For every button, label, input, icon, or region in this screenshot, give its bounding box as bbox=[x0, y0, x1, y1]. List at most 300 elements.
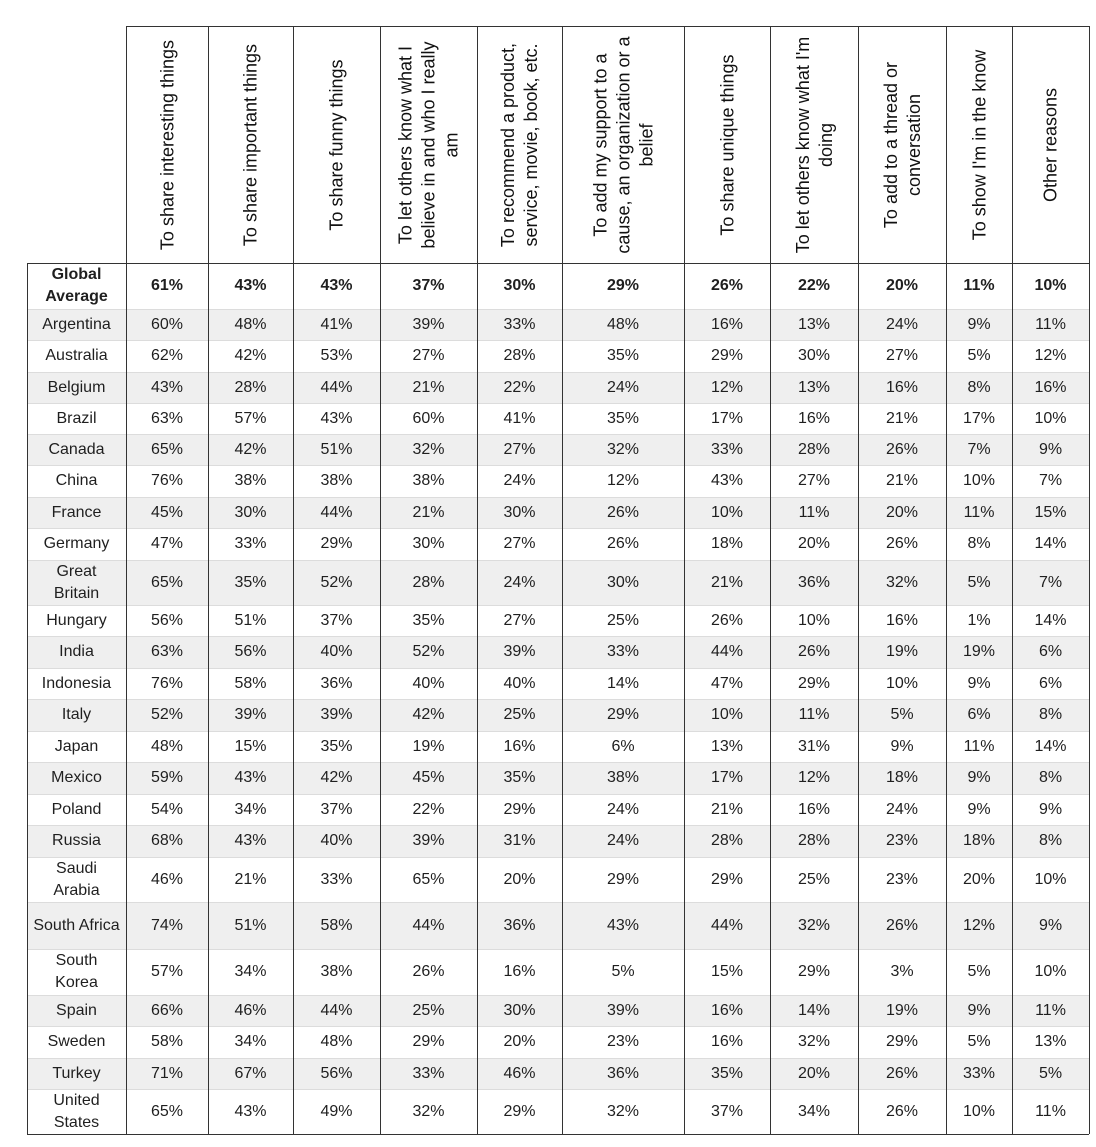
table-cell: 8% bbox=[1038, 706, 1063, 723]
table-cell: 27% bbox=[797, 472, 831, 489]
table-row bbox=[27, 465, 1089, 497]
table-cell: 71% bbox=[150, 1064, 184, 1082]
table-cell: 10% bbox=[962, 1102, 996, 1120]
row-separator bbox=[27, 762, 1089, 763]
table-cell: 42% bbox=[234, 440, 267, 458]
column-header-label: Other reasons bbox=[1040, 87, 1061, 202]
table-cell: 35% bbox=[710, 1064, 744, 1082]
table-cell: 16% bbox=[710, 1033, 744, 1050]
table-cell: 10% bbox=[1034, 277, 1067, 294]
table-cell: 28% bbox=[503, 347, 536, 364]
table-cell: 15% bbox=[1034, 503, 1067, 521]
table-row bbox=[27, 340, 1089, 372]
table-cell: 43% bbox=[234, 1102, 267, 1120]
table-cell: 17% bbox=[962, 409, 996, 427]
table-cell: 35% bbox=[606, 347, 640, 364]
table-cell: 10% bbox=[1034, 963, 1067, 980]
table-cell: 40% bbox=[412, 674, 445, 692]
table-cell: 63% bbox=[150, 643, 184, 660]
column-header-label: To share funny things bbox=[326, 58, 347, 231]
table-cell: 16% bbox=[1034, 378, 1067, 396]
table-cell: 65% bbox=[150, 573, 184, 591]
table-cell: 44% bbox=[710, 916, 744, 934]
row-separator bbox=[27, 1058, 1089, 1059]
row-separator bbox=[27, 825, 1089, 826]
table-cell: 10% bbox=[962, 472, 996, 489]
table-cell: 26% bbox=[885, 1102, 919, 1120]
table-cell: 61% bbox=[150, 277, 184, 294]
table-cell: 30% bbox=[503, 1001, 536, 1019]
table-cell: 9% bbox=[1038, 800, 1063, 818]
table-cell: 67% bbox=[234, 1064, 267, 1082]
table-cell: 43% bbox=[606, 916, 640, 934]
table-cell: 29% bbox=[885, 1033, 919, 1050]
grid-line bbox=[380, 26, 381, 1134]
row-separator bbox=[27, 794, 1089, 795]
table-cell: 36% bbox=[503, 916, 536, 934]
table-cell: 44% bbox=[710, 643, 744, 660]
column-header-label: To share unique things bbox=[717, 53, 737, 236]
column-header-label: To recommend a product, service, movie, book, etc. bbox=[498, 42, 541, 247]
table-cell: 42% bbox=[234, 347, 267, 364]
table-cell: 13% bbox=[1034, 1033, 1067, 1050]
table-cell: 23% bbox=[885, 870, 919, 888]
table-cell: 20% bbox=[962, 870, 996, 888]
table-cell: 31% bbox=[503, 832, 536, 849]
table-cell: 32% bbox=[797, 916, 831, 934]
table-cell: 27% bbox=[412, 347, 445, 364]
table-cell: 17% bbox=[710, 409, 744, 427]
table-cell: 20% bbox=[885, 503, 919, 521]
table-cell: 9% bbox=[890, 737, 914, 755]
row-label: Brazil bbox=[56, 409, 97, 427]
table-cell: 24% bbox=[606, 378, 640, 396]
row-label: Australia bbox=[45, 347, 108, 364]
table-cell: 25% bbox=[503, 706, 536, 723]
table-cell: 29% bbox=[797, 674, 831, 692]
table-cell: 28% bbox=[797, 832, 831, 849]
table-cell: 53% bbox=[320, 347, 353, 364]
table-cell: 31% bbox=[797, 737, 831, 755]
row-separator bbox=[27, 560, 1089, 561]
table-cell: 58% bbox=[320, 916, 353, 934]
table-cell: 23% bbox=[606, 1033, 640, 1050]
table-cell: 34% bbox=[234, 963, 267, 980]
table-cell: 26% bbox=[797, 643, 831, 660]
table-cell: 39% bbox=[606, 1001, 640, 1019]
grid-line bbox=[562, 26, 563, 1134]
row-separator bbox=[27, 1089, 1089, 1090]
table-cell: 32% bbox=[412, 1102, 445, 1120]
table-cell: 32% bbox=[606, 1102, 640, 1120]
table-cell: 24% bbox=[885, 315, 919, 333]
grid-line bbox=[293, 26, 294, 1134]
table-cell: 27% bbox=[503, 535, 536, 552]
row-label: Poland bbox=[51, 800, 102, 818]
table-cell: 34% bbox=[234, 1033, 267, 1050]
row-separator bbox=[27, 372, 1089, 373]
table-cell: 18% bbox=[710, 535, 744, 552]
table-cell: 9% bbox=[967, 674, 991, 692]
table-cell: 8% bbox=[967, 378, 991, 396]
table-cell: 35% bbox=[320, 737, 353, 755]
table-cell: 15% bbox=[234, 737, 267, 755]
table-cell: 29% bbox=[606, 277, 640, 294]
row-label: Hungary bbox=[46, 611, 107, 629]
table-cell: 24% bbox=[606, 832, 640, 849]
table-cell: 10% bbox=[1034, 409, 1067, 427]
table-cell: 6% bbox=[1038, 643, 1063, 660]
table-cell: 37% bbox=[710, 1102, 744, 1120]
table-cell: 43% bbox=[710, 472, 744, 489]
table-row bbox=[27, 372, 1089, 403]
table-cell: 45% bbox=[150, 503, 184, 521]
table-row bbox=[27, 731, 1089, 762]
row-separator bbox=[27, 636, 1089, 637]
table-row bbox=[27, 794, 1089, 825]
table-cell: 16% bbox=[797, 800, 831, 818]
table-cell: 14% bbox=[1034, 611, 1067, 629]
table-cell: 22% bbox=[797, 277, 831, 294]
table-cell: 30% bbox=[412, 535, 445, 552]
table-cell: 35% bbox=[234, 573, 267, 591]
table-cell: 49% bbox=[320, 1102, 353, 1120]
table-cell: 62% bbox=[150, 347, 184, 364]
table-cell: 76% bbox=[150, 674, 184, 692]
table-cell: 29% bbox=[606, 706, 640, 723]
column-header bbox=[380, 26, 477, 263]
table-cell: 46% bbox=[234, 1001, 267, 1019]
grid-line bbox=[126, 26, 127, 1134]
column-header bbox=[858, 26, 946, 263]
table-cell: 21% bbox=[885, 409, 919, 427]
column-header-label: To share interesting things bbox=[157, 39, 177, 250]
table-row bbox=[27, 902, 1089, 949]
table-cell: 30% bbox=[234, 503, 267, 521]
table-row bbox=[27, 1026, 1089, 1058]
row-separator bbox=[27, 403, 1089, 404]
table-cell: 65% bbox=[150, 440, 184, 458]
table-cell: 7% bbox=[967, 440, 991, 458]
table-cell: 43% bbox=[320, 277, 353, 294]
table-cell: 27% bbox=[503, 611, 536, 629]
row-separator bbox=[27, 309, 1089, 310]
table-cell: 13% bbox=[797, 378, 831, 396]
table-cell: 57% bbox=[150, 963, 184, 980]
table-cell: 10% bbox=[885, 674, 919, 692]
table-cell: 51% bbox=[320, 440, 353, 458]
row-label: South Africa bbox=[33, 916, 120, 934]
table-cell: 47% bbox=[150, 535, 184, 552]
table-cell: 32% bbox=[797, 1033, 831, 1050]
row-separator bbox=[27, 340, 1089, 341]
table-cell: 9% bbox=[967, 315, 991, 333]
table-cell: 18% bbox=[885, 769, 919, 786]
table-cell: 11% bbox=[963, 503, 995, 521]
column-header bbox=[477, 26, 562, 263]
table-cell: 29% bbox=[710, 347, 744, 364]
row-label: China bbox=[55, 472, 98, 489]
grid-line bbox=[858, 26, 859, 1134]
table-cell: 51% bbox=[234, 611, 267, 629]
table-cell: 30% bbox=[797, 347, 831, 364]
table-cell: 30% bbox=[503, 503, 536, 521]
table-cell: 29% bbox=[503, 800, 536, 818]
table-cell: 46% bbox=[503, 1064, 536, 1082]
grid-line bbox=[27, 263, 28, 1134]
table-cell: 15% bbox=[710, 963, 744, 980]
table-cell: 12% bbox=[710, 378, 744, 396]
table-cell: 60% bbox=[412, 409, 445, 427]
table-cell: 5% bbox=[967, 1033, 991, 1050]
table-cell: 58% bbox=[150, 1033, 184, 1050]
table-cell: 28% bbox=[797, 440, 831, 458]
table-cell: 21% bbox=[710, 800, 744, 818]
row-separator bbox=[27, 949, 1089, 950]
table-cell: 11% bbox=[963, 737, 995, 755]
table-cell: 33% bbox=[320, 870, 353, 888]
column-header bbox=[770, 26, 858, 263]
column-header-label: To let others know what I believe in and who I really am bbox=[395, 40, 462, 249]
row-label: Great Britain bbox=[53, 562, 100, 602]
table-cell: 21% bbox=[412, 378, 445, 396]
table-cell: 43% bbox=[234, 277, 267, 294]
table-cell: 74% bbox=[150, 916, 184, 934]
column-header-label: To add to a thread or conversation bbox=[880, 61, 924, 228]
table-cell: 26% bbox=[710, 611, 744, 629]
row-label: Japan bbox=[54, 737, 99, 755]
table-row bbox=[27, 605, 1089, 636]
row-label: United States bbox=[53, 1091, 100, 1131]
row-separator bbox=[27, 902, 1089, 903]
table-cell: 1% bbox=[967, 611, 991, 629]
table-cell: 9% bbox=[967, 800, 991, 818]
table-cell: 29% bbox=[710, 870, 744, 888]
table-cell: 44% bbox=[320, 503, 353, 521]
row-label: Sweden bbox=[47, 1033, 106, 1050]
table-cell: 26% bbox=[885, 1064, 919, 1082]
table-cell: 42% bbox=[412, 706, 445, 723]
grid-line bbox=[1089, 26, 1090, 1134]
column-header bbox=[208, 26, 293, 263]
table-cell: 34% bbox=[234, 800, 267, 818]
table-cell: 33% bbox=[710, 440, 744, 458]
table-cell: 47% bbox=[710, 674, 744, 692]
table-cell: 26% bbox=[606, 535, 640, 552]
table-cell: 16% bbox=[503, 963, 536, 980]
table-cell: 23% bbox=[885, 832, 919, 849]
grid-line bbox=[27, 263, 1089, 264]
table-cell: 6% bbox=[1038, 674, 1063, 692]
row-label: India bbox=[59, 643, 94, 660]
table-cell: 54% bbox=[150, 800, 184, 818]
table-cell: 38% bbox=[320, 472, 353, 489]
table-cell: 44% bbox=[320, 1001, 353, 1019]
table-cell: 9% bbox=[1038, 440, 1063, 458]
table-row bbox=[27, 403, 1089, 434]
table-cell: 5% bbox=[967, 573, 991, 591]
table-cell: 48% bbox=[606, 315, 640, 333]
column-header bbox=[562, 26, 684, 263]
row-separator bbox=[27, 497, 1089, 498]
table-cell: 5% bbox=[611, 963, 635, 980]
row-label: France bbox=[51, 503, 102, 521]
table-row bbox=[27, 263, 1089, 309]
column-header-label: To add my support to a cause, an organization or a belief bbox=[590, 35, 656, 254]
table-cell: 38% bbox=[412, 472, 445, 489]
column-header bbox=[293, 26, 380, 263]
table-cell: 13% bbox=[710, 737, 744, 755]
table-row bbox=[27, 668, 1089, 699]
table-cell: 24% bbox=[503, 472, 536, 489]
table-cell: 24% bbox=[885, 800, 919, 818]
table-cell: 59% bbox=[150, 769, 184, 786]
table-cell: 56% bbox=[320, 1064, 353, 1082]
table-cell: 10% bbox=[1034, 870, 1067, 888]
row-separator bbox=[27, 668, 1089, 669]
table-cell: 20% bbox=[885, 277, 919, 294]
table-cell: 45% bbox=[412, 769, 445, 786]
table-cell: 43% bbox=[320, 409, 353, 427]
table-cell: 38% bbox=[320, 963, 353, 980]
table-cell: 68% bbox=[150, 832, 184, 849]
table-cell: 21% bbox=[710, 573, 744, 591]
column-header-label: To share important things bbox=[240, 43, 261, 246]
table-cell: 37% bbox=[412, 277, 445, 294]
table-cell: 35% bbox=[606, 409, 640, 427]
table-cell: 29% bbox=[412, 1033, 445, 1050]
row-separator bbox=[27, 995, 1089, 996]
table-cell: 25% bbox=[606, 611, 640, 629]
table-cell: 26% bbox=[412, 963, 445, 980]
table-cell: 5% bbox=[890, 706, 914, 723]
table-row bbox=[27, 1058, 1089, 1089]
table-cell: 29% bbox=[503, 1102, 536, 1120]
table-row bbox=[27, 560, 1089, 605]
table-cell: 25% bbox=[412, 1001, 445, 1019]
table-cell: 39% bbox=[234, 706, 267, 723]
table-cell: 10% bbox=[710, 706, 744, 723]
table-cell: 11% bbox=[1035, 315, 1066, 333]
table-cell: 48% bbox=[150, 737, 184, 755]
row-label: Saudi Arabia bbox=[53, 859, 100, 899]
table-cell: 16% bbox=[503, 737, 536, 755]
table-cell: 26% bbox=[885, 535, 919, 552]
table-cell: 17% bbox=[710, 769, 744, 786]
row-label: Global Average bbox=[45, 266, 108, 305]
table-cell: 65% bbox=[412, 870, 445, 888]
table-cell: 11% bbox=[798, 706, 830, 723]
table-cell: 42% bbox=[320, 769, 353, 786]
table-cell: 16% bbox=[710, 315, 744, 333]
table-cell: 26% bbox=[885, 916, 919, 934]
row-separator bbox=[27, 857, 1089, 858]
table-cell: 33% bbox=[234, 535, 267, 552]
table-cell: 40% bbox=[503, 674, 536, 692]
table-cell: 16% bbox=[885, 611, 919, 629]
table-cell: 21% bbox=[885, 472, 919, 489]
table-cell: 14% bbox=[1034, 535, 1067, 552]
table-cell: 41% bbox=[503, 409, 536, 427]
table-cell: 10% bbox=[797, 611, 831, 629]
table-cell: 44% bbox=[412, 916, 445, 934]
table-cell: 9% bbox=[967, 1001, 991, 1019]
row-label: Indonesia bbox=[41, 674, 112, 692]
table-cell: 11% bbox=[1035, 1001, 1066, 1019]
table-cell: 19% bbox=[885, 643, 919, 660]
table-cell: 21% bbox=[234, 870, 267, 888]
table-cell: 43% bbox=[234, 769, 267, 786]
column-header bbox=[1012, 26, 1089, 263]
table-cell: 14% bbox=[606, 674, 640, 692]
table-cell: 34% bbox=[797, 1102, 831, 1120]
table-cell: 5% bbox=[967, 347, 991, 364]
table-cell: 52% bbox=[150, 706, 184, 723]
table-cell: 19% bbox=[962, 643, 996, 660]
table-cell: 26% bbox=[710, 277, 744, 294]
table-cell: 38% bbox=[606, 769, 640, 786]
table-cell: 43% bbox=[234, 832, 267, 849]
table-cell: 56% bbox=[150, 611, 184, 629]
table-cell: 32% bbox=[606, 440, 640, 458]
table-cell: 40% bbox=[320, 643, 353, 660]
table-cell: 65% bbox=[150, 1102, 184, 1120]
table-cell: 32% bbox=[885, 573, 919, 591]
table-row bbox=[27, 825, 1089, 857]
table-cell: 44% bbox=[320, 378, 353, 396]
table-cell: 30% bbox=[606, 573, 640, 591]
table-row bbox=[27, 636, 1089, 668]
table-cell: 16% bbox=[710, 1001, 744, 1019]
column-header bbox=[684, 26, 770, 263]
table-row bbox=[27, 762, 1089, 794]
table-cell: 60% bbox=[150, 315, 184, 333]
grid-line bbox=[27, 1134, 1089, 1135]
table-cell: 12% bbox=[962, 916, 996, 934]
table-cell: 58% bbox=[234, 674, 267, 692]
table-cell: 51% bbox=[234, 916, 267, 934]
table-cell: 41% bbox=[320, 315, 353, 333]
table-row bbox=[27, 857, 1089, 902]
table-cell: 63% bbox=[150, 409, 184, 427]
table-cell: 9% bbox=[1038, 916, 1063, 934]
row-label: Germany bbox=[43, 535, 110, 552]
table-cell: 18% bbox=[962, 832, 996, 849]
table-cell: 48% bbox=[320, 1033, 353, 1050]
table-cell: 7% bbox=[1038, 573, 1063, 591]
row-separator bbox=[27, 605, 1089, 606]
table-cell: 33% bbox=[606, 643, 640, 660]
row-separator bbox=[27, 1026, 1089, 1027]
table-cell: 19% bbox=[885, 1001, 919, 1019]
table-cell: 37% bbox=[320, 611, 353, 629]
row-separator bbox=[27, 528, 1089, 529]
row-label: Turkey bbox=[52, 1064, 101, 1082]
table-cell: 28% bbox=[412, 573, 445, 591]
table-cell: 14% bbox=[797, 1001, 831, 1019]
row-label: Mexico bbox=[51, 769, 102, 786]
table-cell: 57% bbox=[234, 409, 267, 427]
table-cell: 40% bbox=[320, 832, 353, 849]
grid-line bbox=[208, 26, 209, 1134]
table-cell: 7% bbox=[1038, 472, 1063, 489]
column-header-label: To let others know what I'm doing bbox=[792, 36, 836, 253]
table-row bbox=[27, 434, 1089, 465]
table-cell: 29% bbox=[320, 535, 353, 552]
row-separator bbox=[27, 434, 1089, 435]
table-cell: 13% bbox=[797, 315, 831, 333]
table-cell: 56% bbox=[234, 643, 267, 660]
